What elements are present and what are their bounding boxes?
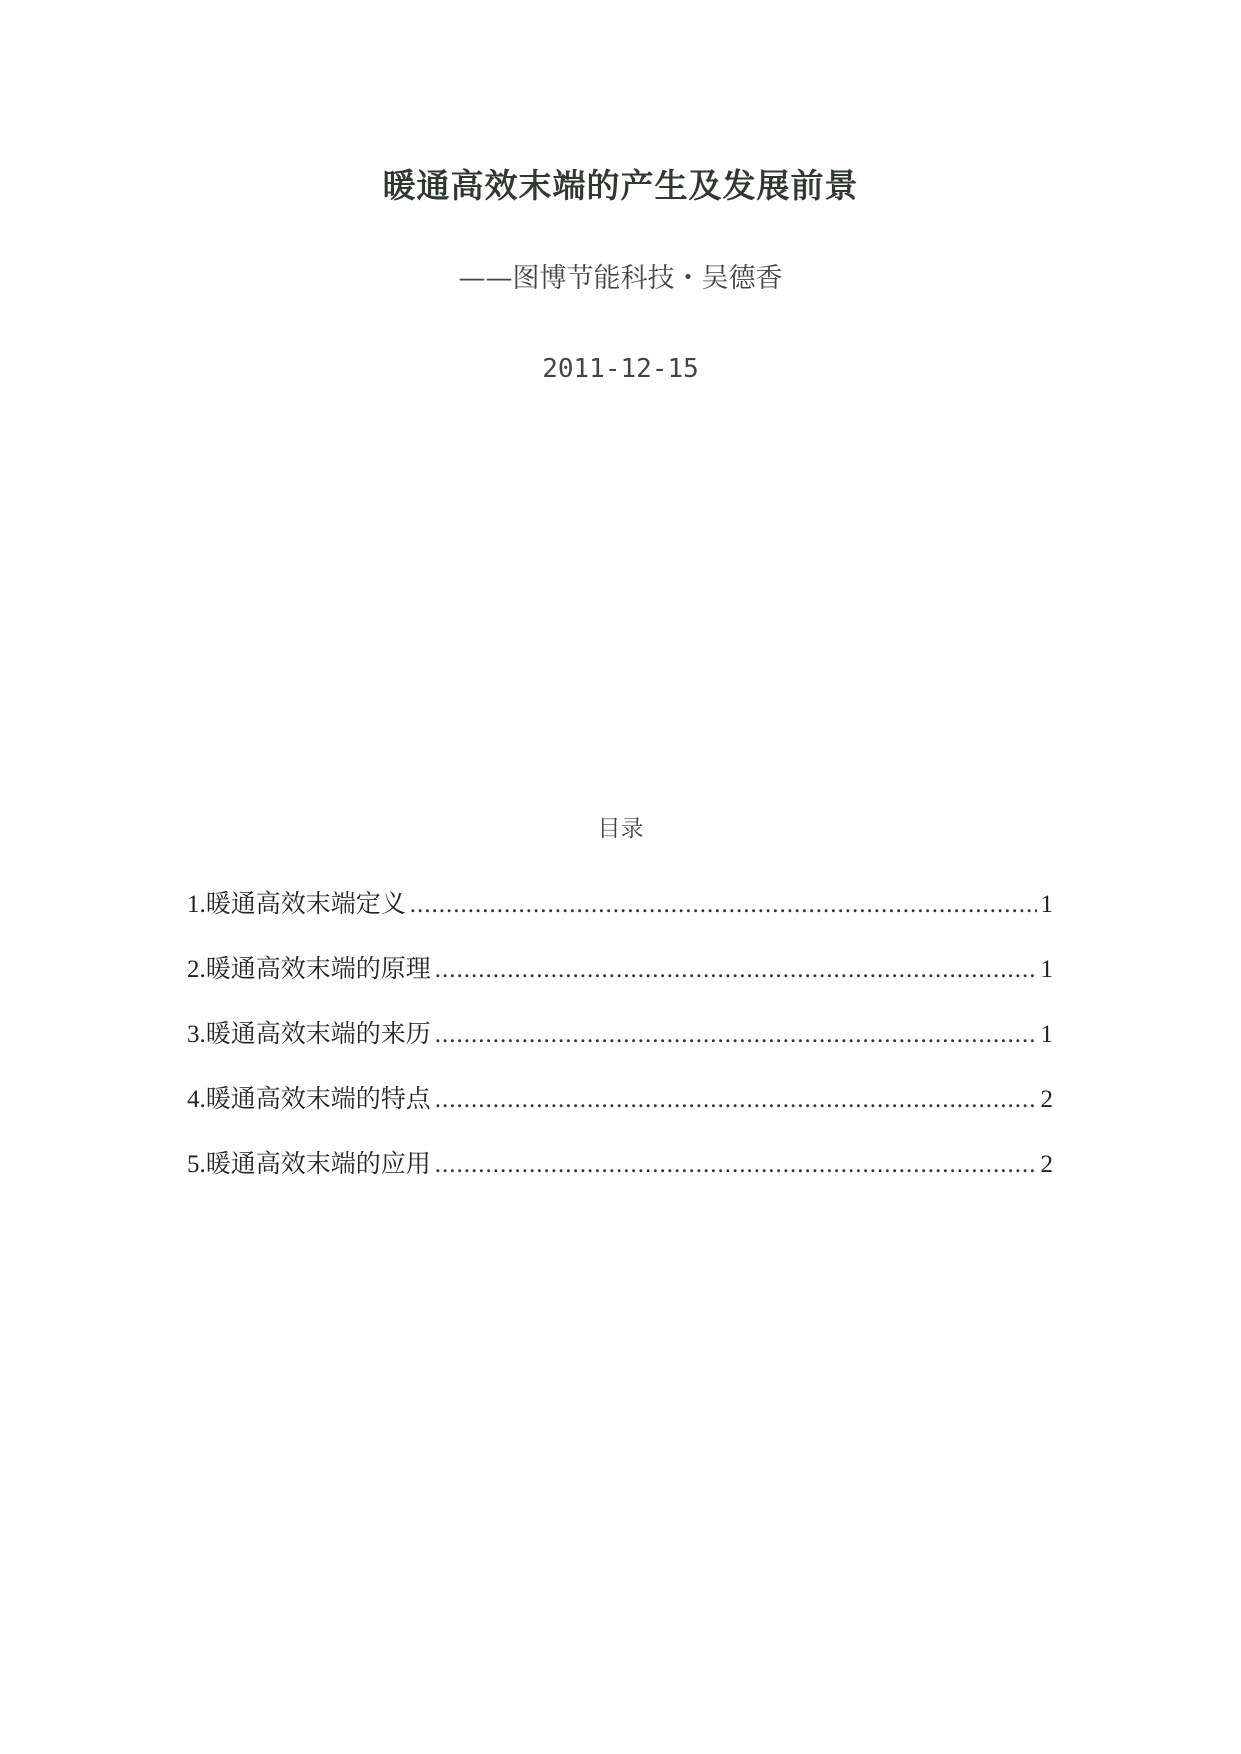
toc-dot-leader xyxy=(435,1021,1037,1049)
toc-entry-label: 2.暖通高效末端的原理 xyxy=(187,956,431,983)
table-of-contents xyxy=(187,884,1053,1209)
toc-dot-leader xyxy=(435,1151,1037,1179)
document-date: 2011-12-15 xyxy=(542,354,699,384)
toc-entry-page: 2 xyxy=(1040,1151,1053,1178)
toc-entry-label: 4.暖通高效末端的特点 xyxy=(187,1086,431,1113)
toc-entry-page: 1 xyxy=(1040,956,1053,983)
toc-heading: 目录 xyxy=(597,816,644,842)
toc-entry-page: 1 xyxy=(1040,891,1053,918)
toc-entry-label: 3.暖通高效末端的来历 xyxy=(187,1021,431,1048)
document-author: ——图博节能科技・吴德香 xyxy=(458,263,783,294)
toc-dot-leader xyxy=(435,956,1037,984)
toc-entry[interactable] xyxy=(187,1014,1053,1079)
toc-dot-leader xyxy=(435,1086,1037,1114)
toc-entry-label: 5.暖通高效末端的应用 xyxy=(187,1151,431,1178)
toc-dot-leader xyxy=(410,891,1037,919)
toc-entry[interactable] xyxy=(187,884,1053,949)
toc-entry-page: 2 xyxy=(1040,1086,1053,1113)
document-title: 暖通高效末端的产生及发展前景 xyxy=(382,166,859,205)
toc-entry[interactable] xyxy=(187,1079,1053,1144)
toc-entry-page: 1 xyxy=(1040,1021,1053,1048)
toc-entry[interactable] xyxy=(187,949,1053,1014)
toc-entry[interactable] xyxy=(187,1144,1053,1209)
toc-entry-label: 1.暖通高效末端定义 xyxy=(187,891,406,918)
